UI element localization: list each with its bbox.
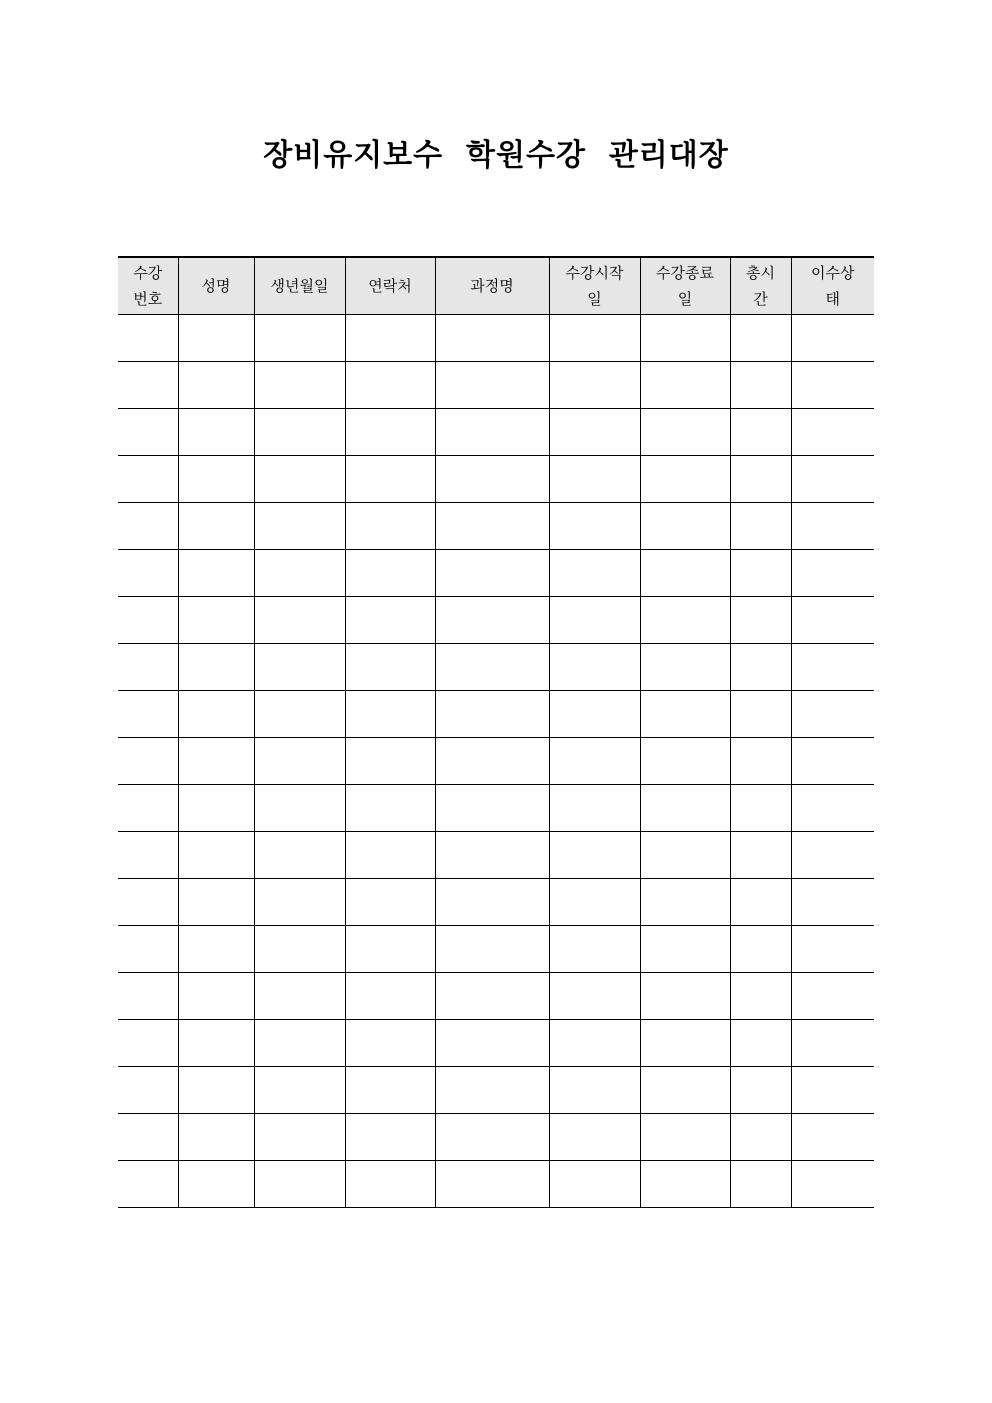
column-header-contact	[345, 257, 435, 315]
table-cell-enroll-no[interactable]	[118, 315, 178, 362]
table-cell-birth-date[interactable]	[254, 926, 345, 973]
column-header-label: 번호	[133, 290, 163, 308]
table-cell-start-date[interactable]	[549, 409, 640, 456]
table-cell-enroll-no[interactable]	[118, 973, 178, 1020]
table-cell-name[interactable]	[178, 832, 254, 879]
table-cell-start-date[interactable]	[549, 644, 640, 691]
table-cell-start-date[interactable]	[549, 1067, 640, 1114]
table-cell-contact[interactable]	[345, 456, 435, 503]
column-header-name	[178, 257, 254, 315]
column-header-label: 과정명	[470, 277, 514, 295]
table-cell-start-date[interactable]	[549, 456, 640, 503]
table-cell-total-hours[interactable]	[730, 456, 791, 503]
table-cell-contact[interactable]	[345, 1067, 435, 1114]
table-row	[118, 362, 874, 409]
table-cell-contact[interactable]	[345, 738, 435, 785]
table-row	[118, 644, 874, 691]
table-cell-contact[interactable]	[345, 1020, 435, 1067]
table-cell-name[interactable]	[178, 738, 254, 785]
table-cell-birth-date[interactable]	[254, 362, 345, 409]
table-cell-course-name[interactable]	[435, 785, 549, 832]
table-cell-course-name[interactable]	[435, 1114, 549, 1161]
table-cell-course-name[interactable]	[435, 315, 549, 362]
column-header-label: 수강시작	[565, 264, 624, 282]
table-cell-contact[interactable]	[345, 597, 435, 644]
table-cell-total-hours[interactable]	[730, 879, 791, 926]
column-header-label: 간	[753, 290, 768, 308]
table-cell-enroll-no[interactable]	[118, 832, 178, 879]
table-cell-birth-date[interactable]	[254, 738, 345, 785]
table-cell-course-name[interactable]	[435, 832, 549, 879]
column-header-label: 수강	[133, 264, 163, 282]
table-cell-course-name[interactable]	[435, 550, 549, 597]
table-cell-birth-date[interactable]	[254, 1020, 345, 1067]
table-cell-birth-date[interactable]	[254, 409, 345, 456]
column-header-enroll-no	[118, 257, 178, 315]
table-cell-end-date[interactable]	[640, 785, 730, 832]
table-cell-course-name[interactable]	[435, 691, 549, 738]
column-header-label: 성명	[201, 277, 231, 295]
table-cell-end-date[interactable]	[640, 1020, 730, 1067]
table-cell-contact[interactable]	[345, 409, 435, 456]
table-cell-completion-status[interactable]	[791, 1161, 874, 1208]
table-cell-start-date[interactable]	[549, 785, 640, 832]
table-cell-enroll-no[interactable]	[118, 362, 178, 409]
table-cell-name[interactable]	[178, 503, 254, 550]
table-cell-birth-date[interactable]	[254, 550, 345, 597]
column-header-label: 일	[677, 290, 693, 308]
table-cell-total-hours[interactable]	[730, 785, 791, 832]
table-cell-birth-date[interactable]	[254, 973, 345, 1020]
table-cell-enroll-no[interactable]	[118, 1114, 178, 1161]
table-row	[118, 973, 874, 1020]
table-cell-total-hours[interactable]	[730, 973, 791, 1020]
table-row	[118, 597, 874, 644]
table-cell-birth-date[interactable]	[254, 1114, 345, 1161]
table-cell-course-name[interactable]	[435, 879, 549, 926]
table-cell-completion-status[interactable]	[791, 738, 874, 785]
table-cell-end-date[interactable]	[640, 503, 730, 550]
table-cell-birth-date[interactable]	[254, 503, 345, 550]
table-cell-birth-date[interactable]	[254, 456, 345, 503]
table-cell-total-hours[interactable]	[730, 1067, 791, 1114]
table-cell-course-name[interactable]	[435, 1067, 549, 1114]
table-cell-total-hours[interactable]	[730, 926, 791, 973]
table-cell-enroll-no[interactable]	[118, 503, 178, 550]
table-cell-birth-date[interactable]	[254, 1161, 345, 1208]
table-cell-enroll-no[interactable]	[118, 644, 178, 691]
column-header-completion-status	[791, 257, 874, 315]
column-header-total-hours	[730, 257, 791, 315]
table-cell-end-date[interactable]	[640, 1114, 730, 1161]
table-cell-end-date[interactable]	[640, 550, 730, 597]
table-cell-name[interactable]	[178, 362, 254, 409]
table-cell-end-date[interactable]	[640, 597, 730, 644]
table-cell-end-date[interactable]	[640, 456, 730, 503]
table-cell-start-date[interactable]	[549, 597, 640, 644]
table-cell-course-name[interactable]	[435, 503, 549, 550]
page-title: 장비유지보수 학원수강 관리대장	[263, 138, 729, 173]
table-cell-name[interactable]	[178, 315, 254, 362]
table-cell-name[interactable]	[178, 597, 254, 644]
table-cell-contact[interactable]	[345, 879, 435, 926]
table-cell-start-date[interactable]	[549, 832, 640, 879]
table-cell-contact[interactable]	[345, 691, 435, 738]
table-body	[118, 315, 874, 1208]
table-cell-contact[interactable]	[345, 644, 435, 691]
table-cell-start-date[interactable]	[549, 362, 640, 409]
table-cell-completion-status[interactable]	[791, 1114, 874, 1161]
column-header-label: 수강종료	[656, 264, 714, 282]
table-cell-birth-date[interactable]	[254, 1067, 345, 1114]
table-row	[118, 1161, 874, 1208]
table-cell-enroll-no[interactable]	[118, 738, 178, 785]
table-cell-completion-status[interactable]	[791, 409, 874, 456]
table-cell-name[interactable]	[178, 785, 254, 832]
table-cell-enroll-no[interactable]	[118, 550, 178, 597]
table-cell-start-date[interactable]	[549, 550, 640, 597]
table-cell-name[interactable]	[178, 644, 254, 691]
table-cell-name[interactable]	[178, 691, 254, 738]
table-cell-start-date[interactable]	[549, 315, 640, 362]
table-cell-enroll-no[interactable]	[118, 785, 178, 832]
table-cell-start-date[interactable]	[549, 1020, 640, 1067]
table-cell-course-name[interactable]	[435, 973, 549, 1020]
column-header-label: 생년월일	[270, 277, 329, 295]
table-cell-contact[interactable]	[345, 1114, 435, 1161]
table-cell-end-date[interactable]	[640, 1161, 730, 1208]
table-cell-end-date[interactable]	[640, 879, 730, 926]
table-cell-enroll-no[interactable]	[118, 1067, 178, 1114]
table-cell-start-date[interactable]	[549, 926, 640, 973]
table-cell-birth-date[interactable]	[254, 832, 345, 879]
table-cell-completion-status[interactable]	[791, 926, 874, 973]
column-header-label: 연락처	[368, 277, 412, 295]
table-cell-total-hours[interactable]	[730, 738, 791, 785]
table-cell-completion-status[interactable]	[791, 644, 874, 691]
table-cell-enroll-no[interactable]	[118, 1020, 178, 1067]
table-cell-end-date[interactable]	[640, 926, 730, 973]
table-cell-total-hours[interactable]	[730, 644, 791, 691]
table-cell-name[interactable]	[178, 1161, 254, 1208]
table-cell-end-date[interactable]	[640, 1067, 730, 1114]
table-cell-start-date[interactable]	[549, 738, 640, 785]
table-cell-completion-status[interactable]	[791, 785, 874, 832]
table-cell-end-date[interactable]	[640, 691, 730, 738]
column-header-label: 태	[825, 290, 840, 308]
column-header-birth-date	[254, 257, 345, 315]
table-row	[118, 550, 874, 597]
table-cell-name[interactable]	[178, 879, 254, 926]
table-cell-birth-date[interactable]	[254, 879, 345, 926]
table-cell-start-date[interactable]	[549, 973, 640, 1020]
table-cell-start-date[interactable]	[549, 879, 640, 926]
table-row	[118, 1067, 874, 1114]
table-cell-contact[interactable]	[345, 362, 435, 409]
table-cell-course-name[interactable]	[435, 1020, 549, 1067]
table-cell-contact[interactable]	[345, 550, 435, 597]
table-cell-enroll-no[interactable]	[118, 879, 178, 926]
table-cell-contact[interactable]	[345, 503, 435, 550]
table-cell-total-hours[interactable]	[730, 409, 791, 456]
table-cell-enroll-no[interactable]	[118, 1161, 178, 1208]
table-cell-birth-date[interactable]	[254, 691, 345, 738]
table-cell-total-hours[interactable]	[730, 362, 791, 409]
table-cell-course-name[interactable]	[435, 362, 549, 409]
table-cell-completion-status[interactable]	[791, 315, 874, 362]
table-cell-contact[interactable]	[345, 832, 435, 879]
table-cell-end-date[interactable]	[640, 973, 730, 1020]
table-cell-total-hours[interactable]	[730, 315, 791, 362]
table-cell-name[interactable]	[178, 1020, 254, 1067]
table-cell-course-name[interactable]	[435, 644, 549, 691]
table-cell-start-date[interactable]	[549, 503, 640, 550]
table-cell-name[interactable]	[178, 973, 254, 1020]
table-cell-total-hours[interactable]	[730, 550, 791, 597]
table-row	[118, 409, 874, 456]
table-cell-start-date[interactable]	[549, 1161, 640, 1208]
table-cell-contact[interactable]	[345, 973, 435, 1020]
table-cell-name[interactable]	[178, 1114, 254, 1161]
table-cell-end-date[interactable]	[640, 832, 730, 879]
table-cell-end-date[interactable]	[640, 362, 730, 409]
table-cell-enroll-no[interactable]	[118, 409, 178, 456]
table-cell-completion-status[interactable]	[791, 362, 874, 409]
table-cell-total-hours[interactable]	[730, 597, 791, 644]
table-cell-total-hours[interactable]	[730, 1020, 791, 1067]
column-header-start-date	[549, 257, 640, 315]
table-cell-name[interactable]	[178, 550, 254, 597]
table-cell-name[interactable]	[178, 456, 254, 503]
table-cell-enroll-no[interactable]	[118, 456, 178, 503]
table-cell-enroll-no[interactable]	[118, 597, 178, 644]
table-cell-total-hours[interactable]	[730, 503, 791, 550]
table-cell-completion-status[interactable]	[791, 1067, 874, 1114]
table-cell-total-hours[interactable]	[730, 1114, 791, 1161]
table-cell-total-hours[interactable]	[730, 832, 791, 879]
table-cell-end-date[interactable]	[640, 644, 730, 691]
table-cell-completion-status[interactable]	[791, 879, 874, 926]
table-cell-birth-date[interactable]	[254, 785, 345, 832]
table-cell-course-name[interactable]	[435, 1161, 549, 1208]
table-cell-birth-date[interactable]	[254, 315, 345, 362]
table-row	[118, 926, 874, 973]
table-cell-name[interactable]	[178, 926, 254, 973]
table-cell-course-name[interactable]	[435, 456, 549, 503]
column-header-course-name	[435, 257, 549, 315]
table-cell-name[interactable]	[178, 409, 254, 456]
table-cell-completion-status[interactable]	[791, 503, 874, 550]
table-cell-birth-date[interactable]	[254, 644, 345, 691]
table-cell-name[interactable]	[178, 1067, 254, 1114]
table-row	[118, 1114, 874, 1161]
table-row	[118, 738, 874, 785]
table-cell-contact[interactable]	[345, 315, 435, 362]
table-row	[118, 879, 874, 926]
table-cell-course-name[interactable]	[435, 597, 549, 644]
table-row	[118, 832, 874, 879]
table-cell-completion-status[interactable]	[791, 550, 874, 597]
table-cell-contact[interactable]	[345, 926, 435, 973]
table-row	[118, 1020, 874, 1067]
table-cell-completion-status[interactable]	[791, 1020, 874, 1067]
table-cell-course-name[interactable]	[435, 926, 549, 973]
table-row	[118, 785, 874, 832]
table-cell-course-name[interactable]	[435, 409, 549, 456]
table-cell-completion-status[interactable]	[791, 691, 874, 738]
column-header-label: 일	[587, 290, 602, 308]
table-row	[118, 456, 874, 503]
table-cell-course-name[interactable]	[435, 738, 549, 785]
column-header-label: 이수상	[811, 264, 855, 282]
table-cell-enroll-no[interactable]	[118, 926, 178, 973]
enrollment-ledger-table	[118, 256, 874, 1208]
header-row	[118, 257, 874, 315]
table-cell-start-date[interactable]	[549, 1114, 640, 1161]
table-cell-total-hours[interactable]	[730, 1161, 791, 1208]
table-cell-contact[interactable]	[345, 785, 435, 832]
table-cell-completion-status[interactable]	[791, 832, 874, 879]
table-cell-completion-status[interactable]	[791, 597, 874, 644]
table-cell-end-date[interactable]	[640, 315, 730, 362]
table-row	[118, 315, 874, 362]
table-cell-completion-status[interactable]	[791, 456, 874, 503]
column-header-end-date	[640, 257, 730, 315]
table-cell-contact[interactable]	[345, 1161, 435, 1208]
table-cell-birth-date[interactable]	[254, 597, 345, 644]
table-cell-start-date[interactable]	[549, 691, 640, 738]
table-cell-end-date[interactable]	[640, 409, 730, 456]
table-cell-completion-status[interactable]	[791, 973, 874, 1020]
table-cell-total-hours[interactable]	[730, 691, 791, 738]
table-cell-end-date[interactable]	[640, 738, 730, 785]
table-row	[118, 503, 874, 550]
table-row	[118, 691, 874, 738]
column-header-label: 총시	[746, 264, 775, 282]
table-cell-enroll-no[interactable]	[118, 691, 178, 738]
